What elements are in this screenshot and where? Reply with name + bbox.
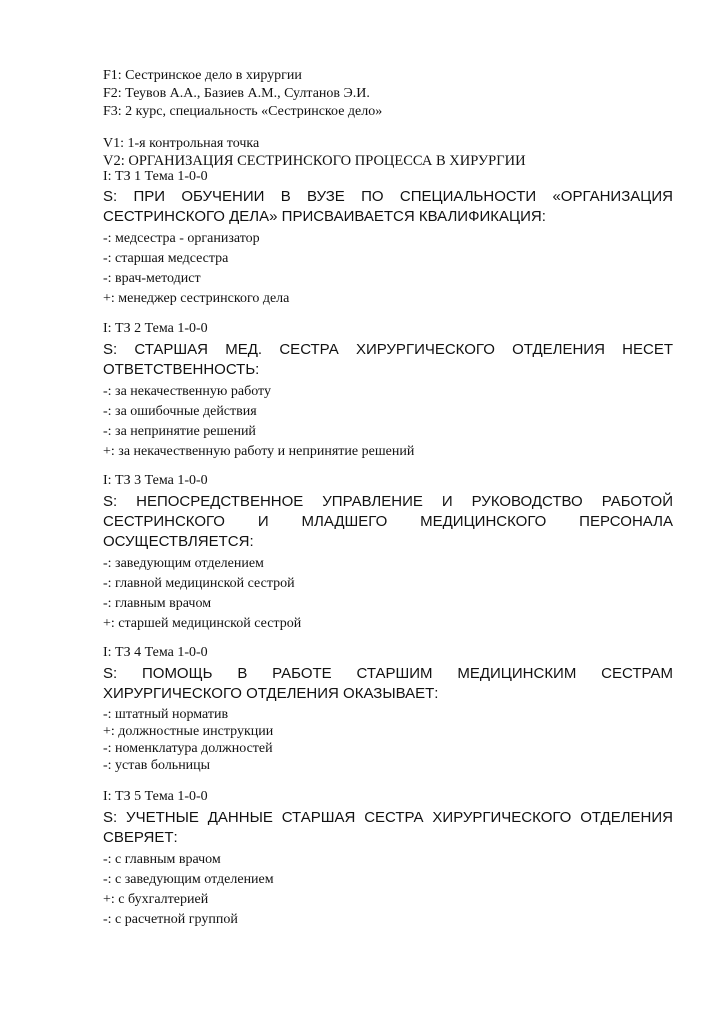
question-block <box>103 472 673 634</box>
answer-option: +: с бухгалтерией <box>103 892 209 907</box>
answer-option: -: штатный норматив <box>103 707 229 722</box>
question-text: S: СТАРШАЯ МЕД. СЕСТРА ХИРУРГИЧЕСКОГО ОТДЕЛЕНИЯ НЕСЕТ ОТВЕТСТВЕННОСТЬ: <box>103 341 673 378</box>
question-id: I: ТЗ 3 Тема 1-0-0 <box>103 473 208 488</box>
discipline-line: F1: Сестринское дело в хирургии <box>103 68 302 83</box>
answer-option: -: за некачественную работу <box>103 384 271 399</box>
question-text: S: ПОМОЩЬ В РАБОТЕ СТАРШИМ МЕДИЦИНСКИМ СЕСТРАМ ХИРУРГИЧЕСКОГО ОТДЕЛЕНИЯ ОКАЗЫВАЕТ: <box>103 665 673 702</box>
question-text: S: УЧЕТНЫЕ ДАННЫЕ СТАРШАЯ СЕСТРА ХИРУРГИЧЕСКОГО ОТДЕЛЕНИЯ СВЕРЯЕТ: <box>103 809 673 846</box>
answer-option: +: за некачественную работу и непринятие решений <box>103 444 415 459</box>
answer-option: -: главной медицинской сестрой <box>103 576 295 591</box>
answer-option: -: главным врачом <box>103 596 212 611</box>
answer-option: +: должностные инструкции <box>103 724 274 739</box>
answer-option: -: за непринятие решений <box>103 424 256 439</box>
answer-option: -: заведующим отделением <box>103 556 264 571</box>
answer-option: -: с главным врачом <box>103 852 221 867</box>
answer-option: +: менеджер сестринского дела <box>103 291 290 306</box>
question-block <box>103 168 673 309</box>
answer-option: -: устав больницы <box>103 758 211 773</box>
answer-option: -: за ошибочные действия <box>103 404 257 419</box>
question-block <box>103 644 673 774</box>
section-meta <box>103 135 683 170</box>
answer-option: -: врач-методист <box>103 271 201 286</box>
answer-option: -: с заведующим отделением <box>103 872 274 887</box>
answer-option: -: с расчетной группой <box>103 912 238 927</box>
section-title: V2: ОРГАНИЗАЦИЯ СЕСТРИНСКОГО ПРОЦЕССА В ХИРУРГИИ <box>103 153 526 169</box>
answer-option: +: старшей медицинской сестрой <box>103 616 302 631</box>
question-id: I: ТЗ 1 Тема 1-0-0 <box>103 169 208 184</box>
question-id: I: ТЗ 4 Тема 1-0-0 <box>103 645 208 660</box>
course-line: F3: 2 курс, специальность «Сестринское дело» <box>103 104 383 119</box>
question-text: S: НЕПОСРЕДСТВЕННОЕ УПРАВЛЕНИЕ И РУКОВОДСТВО РАБОТОЙ СЕСТРИНСКОГО И МЛАДШЕГО МЕДИЦИНСКОГО ПЕРСОНАЛА ОСУЩЕСТВЛЯЕТСЯ: <box>103 493 673 550</box>
answer-option: -: старшая медсестра <box>103 251 229 266</box>
document-header <box>103 67 683 121</box>
question-block <box>103 788 673 930</box>
question-text: S: ПРИ ОБУЧЕНИИ В ВУЗЕ ПО СПЕЦИАЛЬНОСТИ «ОРГАНИЗАЦИЯ СЕСТРИНСКОГО ДЕЛА» ПРИСВАИВАЕТСЯ КВАЛИФИКАЦИЯ: <box>103 188 673 225</box>
checkpoint-line: V1: 1-я контрольная точка <box>103 136 260 151</box>
question-id: I: ТЗ 5 Тема 1-0-0 <box>103 789 208 804</box>
answer-option: -: номенклатура должностей <box>103 741 273 756</box>
question-id: I: ТЗ 2 Тема 1-0-0 <box>103 321 208 336</box>
authors-line: F2: Теувов А.А., Базиев А.М., Султанов Э.И. <box>103 86 370 101</box>
answer-option: -: медсестра - организатор <box>103 231 260 246</box>
question-block <box>103 320 673 462</box>
